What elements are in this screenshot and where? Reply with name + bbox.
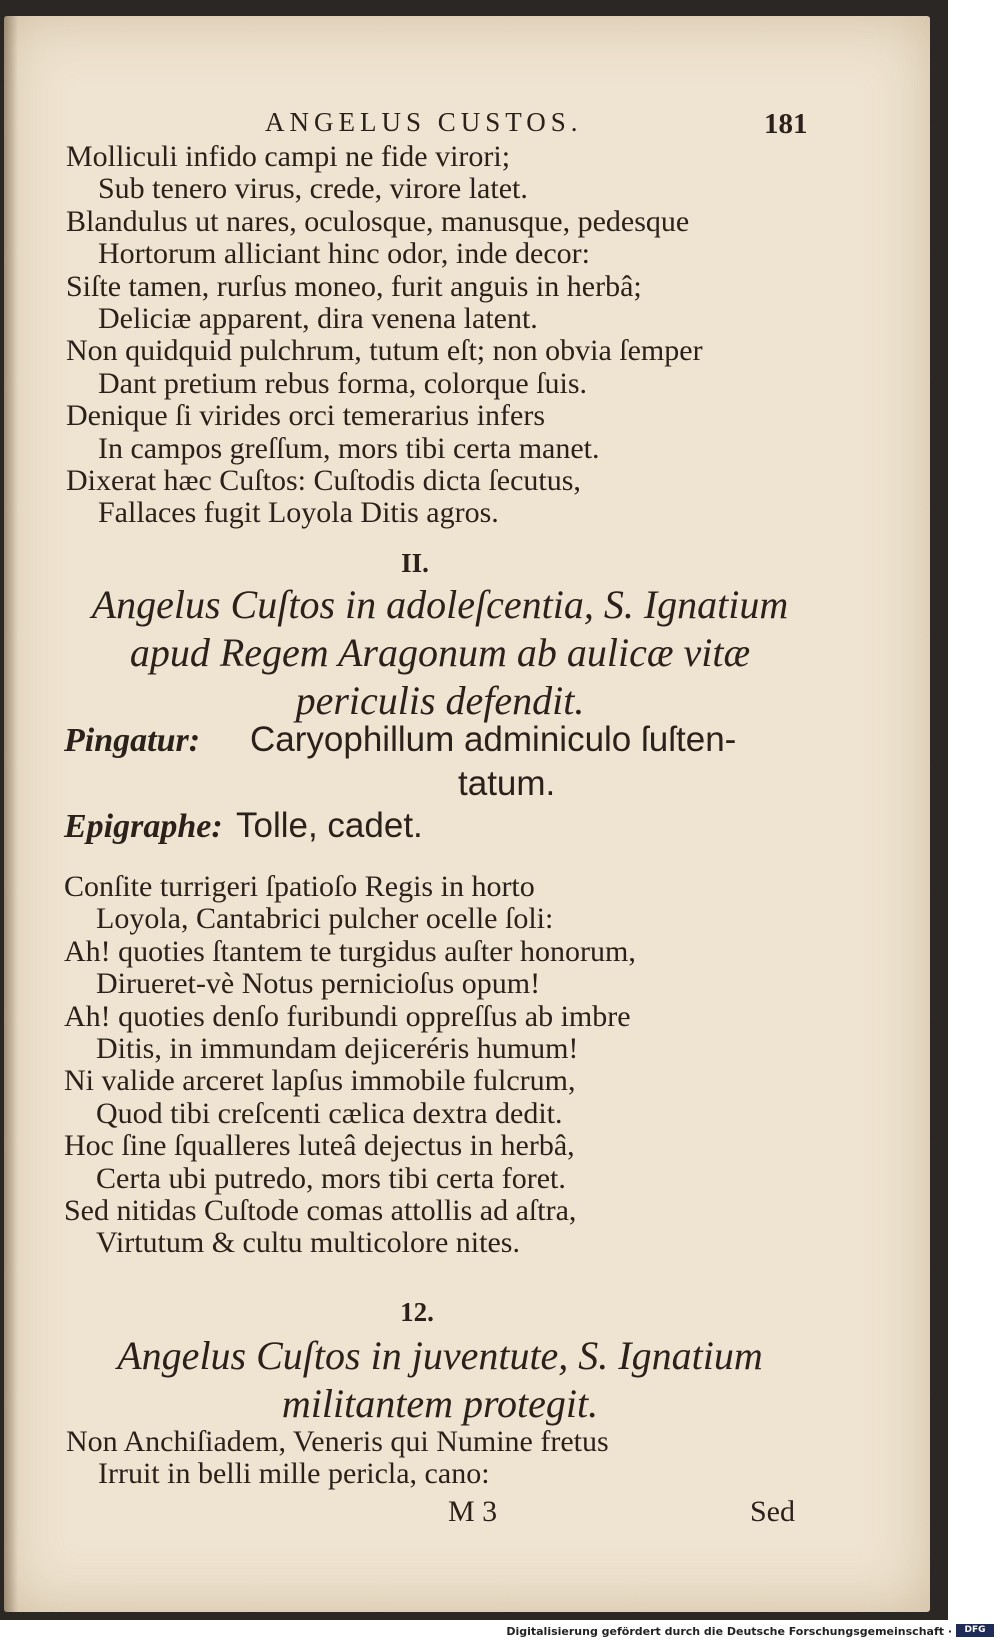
pingatur-text-continued: tatum. bbox=[458, 764, 556, 803]
verse-line: Virtutum & cultu multicolore nites. bbox=[96, 1226, 520, 1260]
verse-line: Certa ubi putredo, mors tibi certa foret. bbox=[96, 1161, 566, 1195]
verse-line: Non quidquid pulchrum, tutum eſt; non obvia ſemper bbox=[66, 334, 703, 368]
verse-line: Sed nitidas Cuſtode comas attollis ad aſtra, bbox=[64, 1194, 577, 1228]
verse-line: Ah! quoties ſtantem te turgidus auſter honorum, bbox=[64, 934, 636, 968]
verse-line: Dixerat hæc Cuſtos: Cuſtodis dicta ſecutus, bbox=[66, 464, 581, 498]
verse-line: Dant pretium rebus forma, colorque ſuis. bbox=[98, 366, 588, 400]
verse-line: In campos greſſum, mors tibi certa manet. bbox=[98, 431, 600, 465]
top-verse bbox=[66, 141, 703, 530]
verse-line: Deliciæ apparent, dira venena latent. bbox=[98, 302, 538, 336]
dfg-logo: DFG bbox=[956, 1624, 994, 1637]
verse-line: Loyola, Cantabrici pulcher ocelle ſoli: bbox=[96, 902, 554, 936]
verse-line: Siſte tamen, rurſus moneo, furit anguis in herbâ; bbox=[66, 269, 642, 303]
section-number-12: 12. bbox=[400, 1297, 434, 1327]
verse-line: Sub tenero virus, crede, virore latet. bbox=[98, 172, 528, 206]
pingatur-text: Caryophillum adminiculo ſuſten- bbox=[250, 720, 737, 759]
verse-line: Molliculi infido campi ne fide virori; bbox=[66, 140, 511, 173]
section-number-11: II. bbox=[401, 548, 429, 578]
section-title-11: Angelus Cuſtos in adoleſcentia, S. Ignatium apud Regem Aragonum ab aulicæ vitæ periculis defendit. bbox=[91, 582, 789, 723]
page-spine-shadow bbox=[4, 16, 18, 1612]
verse-line: Dirueret-vè Notus pernicioſus opum! bbox=[96, 967, 541, 1001]
signature-mark: M 3 bbox=[448, 1495, 498, 1528]
pingatur-label: Pingatur: bbox=[64, 722, 201, 759]
running-head: ANGELUS CUSTOS. bbox=[265, 107, 583, 137]
epigraphe-label: Epigraphe: bbox=[64, 808, 223, 845]
page-number: 181 bbox=[764, 108, 808, 140]
verse-line: Hoc ſine ſqualleres luteâ dejectus in herbâ, bbox=[64, 1129, 575, 1163]
verse-line: Fallaces fugit Loyola Ditis agros. bbox=[98, 496, 499, 530]
verse-line: Ah! quoties denſo furibundi oppreſſus ab imbre bbox=[64, 999, 631, 1033]
section-12-verse bbox=[66, 1426, 609, 1491]
verse-line: Ni valide arceret lapſus immobile fulcrum, bbox=[64, 1064, 576, 1098]
verse-line: Conſite turrigeri ſpatioſo Regis in horto bbox=[64, 870, 535, 903]
verse-line: Ditis, in immundam dejiceréris humum! bbox=[96, 1032, 579, 1066]
catchword: Sed bbox=[750, 1495, 795, 1528]
verse-line: Denique ſi virides orci temerarius infers bbox=[66, 399, 546, 433]
verse-line: Blandulus ut nares, oculosque, manusque, pedesque bbox=[66, 204, 690, 238]
verse-line: Quod tibi creſcenti cælica dextra dedit. bbox=[96, 1096, 563, 1130]
section-title-12: Angelus Cuſtos in juventute, S. Ignatium militantem protegit. bbox=[117, 1333, 763, 1426]
verse-line: Irruit in belli mille pericla, cano: bbox=[98, 1457, 490, 1491]
verse-line: Non Anchiſiadem, Veneris qui Numine fretus bbox=[66, 1425, 609, 1458]
section-11-verse bbox=[64, 871, 636, 1260]
digitization-credit: Digitalisierung gefördert durch die Deutsche Forschungsgemeinschaft · bbox=[506, 1625, 952, 1638]
epigraphe-text: Tolle, cadet. bbox=[236, 806, 423, 845]
verse-line: Hortorum alliciant hinc odor, inde decor: bbox=[98, 237, 590, 271]
